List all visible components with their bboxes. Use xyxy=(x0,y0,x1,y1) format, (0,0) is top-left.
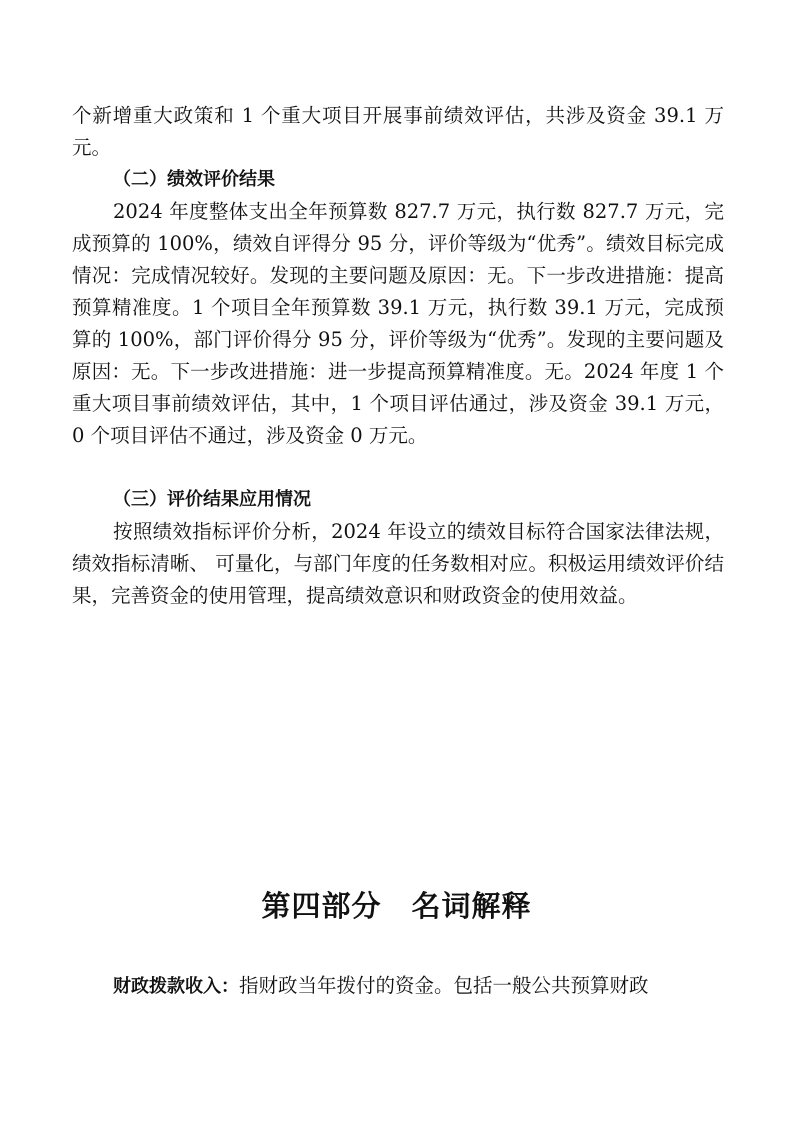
intro-paragraph: 个新增重大政策和 1 个重大项目开展事前绩效评估，共涉及资金 39.1 万元。 xyxy=(72,104,724,159)
term-label: 财政拨款收入： xyxy=(113,976,239,997)
section-3-paragraph: 按照绩效指标评价分析，2024 年设立的绩效目标符合国家法律法规，绩效指标清晰、 可量化，与部门年度的任务数相对应。积极运用绩效评价结果，完善资金的使用管理，提高绩效意识和财政资金的使用效益。 xyxy=(72,520,724,607)
term-text: 指财政当年拨付的资金。包括一般公共预算财政 xyxy=(239,974,649,997)
part-4-title: 第四部分 名词解释 xyxy=(261,889,532,923)
section-3-heading: （三）评价结果应用情况 xyxy=(113,489,311,510)
section-2-paragraph: 2024 年度整体支出全年预算数 827.7 万元，执行数 827.7 万元，完成预算的 100%，绩效自评得分 95 分，评价等级为“优秀”。绩效目标完成情况：完成情况较好。发现的主要问题及原因：无。下一步改进措施：提高预算精准度。1 个项目全年预算数 39.1 万元，执行数 39.1 万元，完成预算的 100%，部门评价得分 95 分，评价等级为“优秀”。发现的主要问题及原因：无。下一步改进措施：进一步提高预算精准度。无。2024 年度 1 个重大项目事前绩效评估，其中，1 个项目评估通过，涉及资金 39.1 万元，0 个项目评估不通过，涉及资金 0 万元。 xyxy=(72,200,724,447)
section-2-heading: （二）绩效评价结果 xyxy=(113,169,275,190)
term-definition-paragraph xyxy=(72,970,724,1003)
